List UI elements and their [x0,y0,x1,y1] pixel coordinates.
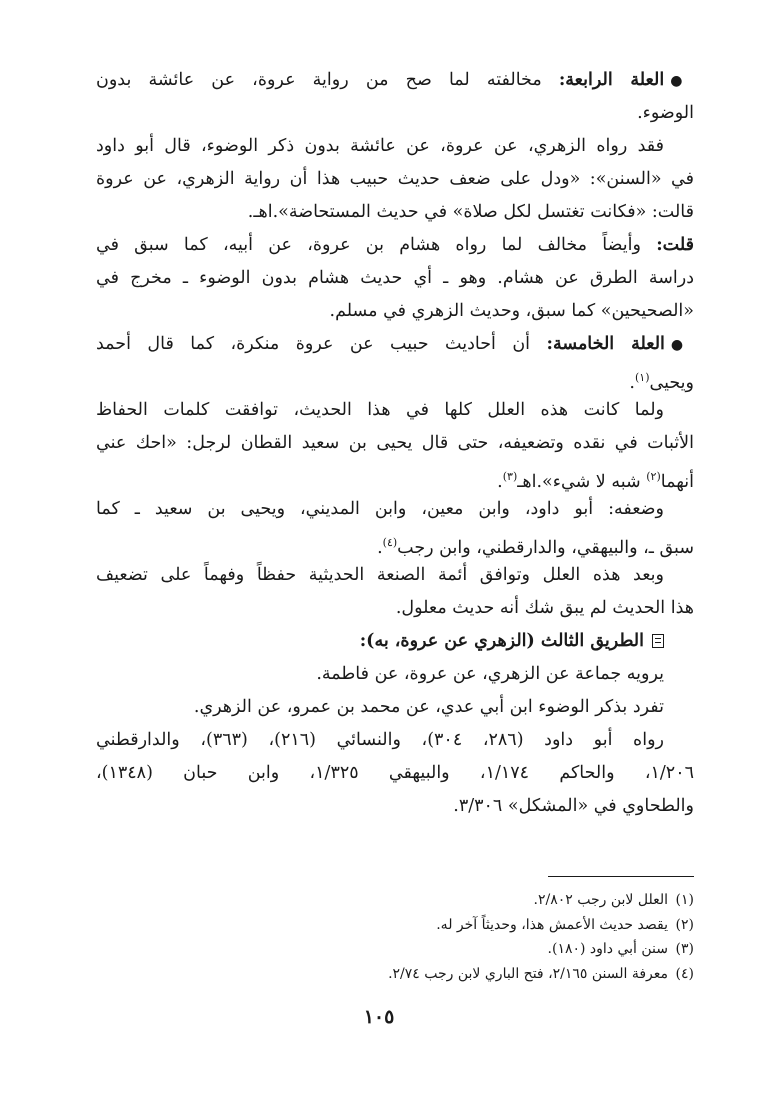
text-line [96,64,694,97]
footnote-number: (٤) [675,965,694,982]
line-text: والطحاوي في «المشكل» ٣/٣٠٦. [453,796,694,816]
footnote-ref: (١) [634,371,650,384]
text-line [96,592,694,625]
footnotes [300,888,694,986]
line-text: سبق ـ، والبيهقي، والدارقطني، وابن رجب [397,537,694,558]
footnote [300,888,694,913]
text-line [96,262,694,295]
main-text [96,64,694,823]
text-line [96,724,694,757]
footnote-text: العلل لابن رجب ٢/٨٠٢. [533,892,668,908]
line-text-tail: شبه لا شيء».اهـ [517,471,647,492]
footnote-number: (٢) [675,916,694,933]
line-text: أن أحاديث حبيب عن عروة منكرة، كما قال أحمد [96,334,547,354]
text-block-1 [96,64,694,625]
text-line [96,163,694,196]
text-line [96,790,694,823]
text-block-2 [96,658,694,823]
text-line [96,493,694,526]
footnote [300,937,694,962]
text-line [96,757,694,790]
footnote-divider [548,876,694,877]
section-heading-text: الطريق الثالث (الزهري عن عروة، به): [359,631,644,651]
footnote-ref: (٢) [646,470,661,483]
text-line [96,295,694,328]
bullet-icon: ● [670,337,694,353]
text-line [96,691,694,724]
line-text: أنهما [660,471,694,492]
text-line [96,658,694,691]
footnote-ref: (٣) [502,470,518,483]
line-text: مخالفته لما صح من رواية عروة، عن عائشة بدون [96,70,559,90]
line-text: «الصحيحين» كما سبق، وحديث الزهري في مسلم. [329,301,694,321]
text-line [96,361,694,394]
footnote-text: يقصد حديث الأعمش هذا، وحديثاً آخر له. [436,916,668,933]
line-text-tail: . [377,537,383,558]
text-line [96,229,694,262]
text-line [96,559,694,592]
footnote [300,913,694,938]
line-text: قالت: «فكانت تغتسل لكل صلاة» في حديث المستحاضة».اهـ. [247,202,694,222]
line-text: دراسة الطرق عن هشام. وهو ـ أي حديث هشام بدون الوضوء ـ مخرج في [96,268,694,288]
footnote-number: (٣) [675,941,694,957]
footnote-ref: (٤) [382,536,398,549]
line-text: تفرد بذكر الوضوء ابن أبي عدي، عن محمد بن عمرو، عن الزهري. [193,697,664,717]
text-line [96,130,694,163]
text-line [96,460,694,493]
line-text: فقد رواه الزهري، عن عروة، عن عائشة بدون ذكر الوضوء، قال أبو داود [96,136,664,156]
footnote-text: معرفة السنن ٢/١٦٥، فتح الباري لابن رجب ٢/٧٤. [388,965,668,982]
line-text: يرويه جماعة عن الزهري، عن عروة، عن فاطمة. [316,664,664,684]
bullet-icon: ● [670,73,694,89]
book-icon [652,634,664,648]
text-line [96,526,694,559]
footnote-text: سنن أبي داود (١٨٠). [547,941,668,957]
text-line [96,394,694,427]
footnote-number: (١) [675,892,694,908]
lead-term: العلة الخامسة: [546,334,665,354]
lead-term: العلة الرابعة: [558,70,665,90]
section-heading [96,625,694,658]
line-text: ويحيى [649,372,694,393]
line-text: وبعد هذه العلل وتوافق أئمة الصنعة الحديثية حفظاً وفهماً على تضعيف [96,565,664,585]
page-number: ١٠٥ [363,1006,395,1028]
text-line [96,97,694,130]
line-text: ١/٢٠٦، والحاكم ١/١٧٤، والبيهقي ١/٣٢٥، وابن حبان (١٣٤٨)، [96,763,694,783]
line-text: الوضوء. [637,103,694,123]
line-text: رواه أبو داود (٢٨٦، ٣٠٤)، والنسائي (٢١٦)، (٣٦٣)، والدارقطني [96,730,664,750]
lead-term: قلت: [656,235,694,255]
line-text: ولما كانت هذه العلل كلها في هذا الحديث، توافقت كلمات الحفاظ [96,400,664,420]
line-text: هذا الحديث لم يبق شك أنه حديث معلول. [395,598,694,618]
footnote [300,962,694,987]
line-text: وأيضاً مخالف لما رواه هشام بن عروة، عن أبيه، كما سبق في [96,235,657,255]
line-text: الأثبات في نقده وتضعيفه، حتى قال يحيى بن سعيد القطان لرجل: «احك عني [96,433,694,453]
line-text: وضعفه: أبو داود، وابن معين، وابن المديني، ويحيى بن سعيد ـ كما [96,499,664,519]
text-line [96,196,694,229]
line-text-tail: . [629,372,635,393]
text-line [96,328,694,361]
line-text: في «السنن»: «ودل على ضعف حديث حبيب هذا أن رواية الزهري، عن عروة [96,169,694,189]
text-line [96,427,694,460]
line-text-tail: . [497,471,503,492]
